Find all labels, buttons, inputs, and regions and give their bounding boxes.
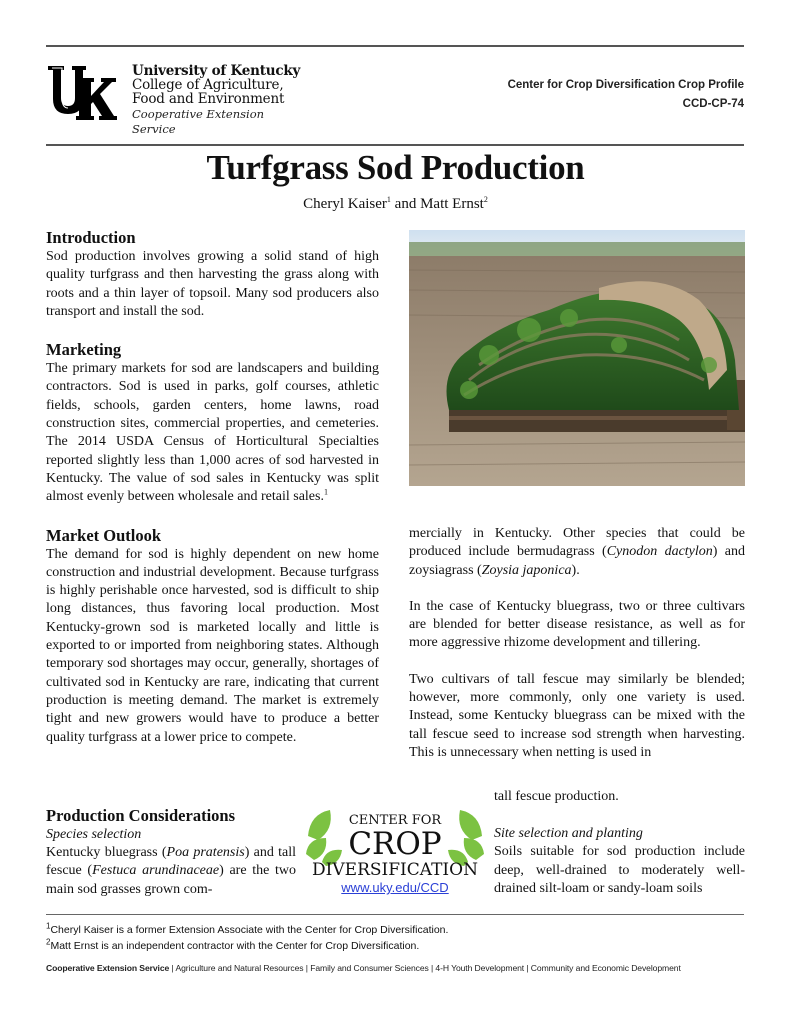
fescue-paragraph: Two cultivars of tall fescue may similarly be blended; however, more commonly, only one variety is used. Instead, some Kentucky bluegrass can be mixed with the tall fescue seed to increase sod strength when harvesting. This is unnecessary when netting is used in [409, 671, 745, 760]
species-latin-2: Festuca arundinaceae [92, 863, 220, 879]
top-rule [46, 45, 744, 47]
species-text-3: ) are the two main sod grasses grown com- [46, 863, 297, 897]
ccd-logo-line-2: CROP [348, 826, 442, 862]
header-rule [46, 144, 744, 146]
production-heading: Production Considerations [46, 806, 236, 825]
site-selection-body: Soils suitable for sod production include deep, well-drained to moderately well-drained silt-loam or sandy-loam soils [494, 844, 745, 896]
species-selection-body [46, 844, 296, 899]
right-column-lower [494, 788, 745, 898]
ccd-url-link[interactable]: www.uky.edu/CCD [341, 880, 449, 895]
institution-name [132, 64, 302, 137]
page-title: Turfgrass Sod Production [206, 148, 585, 187]
production-section [46, 806, 296, 899]
institution-line-3: Food and Environment [132, 91, 285, 107]
marketing-body [46, 360, 379, 506]
marketing-text: The primary markets for sod are landscapers and building contractors. Sod is used in parks, golf courses, athletic fields, schools, garden centers, home lawns, road construction sites, commercial properties, and cemeteries. The 2014 USDA Census of Horticultural Specialties reported slightly less than 1,000 acres of sod harvested in Kentucky. The value of sod sales in Kentucky was split almost evenly between wholesale and retail sales. [46, 361, 379, 505]
footnote-rule [46, 914, 744, 915]
species-latin-1: Poa pratensis [166, 845, 245, 860]
species-text-1: Kentucky bluegrass ( [46, 845, 167, 860]
species-selection-subheading: Species selection [46, 827, 142, 842]
fescue-paragraph-tail: tall fescue production. [494, 789, 619, 804]
profile-header [508, 76, 744, 114]
uk-logo [46, 64, 118, 122]
bottom-program-bar: Cooperative Extension Service | Agriculture and Natural Resources | Family and Consumer Sciences | 4-H Youth Development | Community and Economic Development [46, 963, 681, 973]
footnote-1 [46, 923, 448, 937]
bottom-bar-items: Agriculture and Natural Resources | Family and Consumer Sciences | 4-H Youth Development | Community and Economic Development [175, 963, 681, 973]
species-text-2: ) and tall fescue ( [46, 845, 297, 879]
footnote-2 [46, 939, 419, 953]
author-2: Matt Ernst [420, 196, 484, 212]
other-species-mid: ) and zoysiagrass ( [409, 544, 745, 578]
footnote-2-num: 2 [46, 937, 51, 947]
footnote-1-num: 1 [46, 921, 51, 931]
left-column [46, 228, 379, 747]
bottom-bar-lead: Cooperative Extension Service [46, 963, 170, 973]
marketing-footnote-ref: 1 [323, 487, 328, 497]
ccd-logo-line-1: CENTER FOR [348, 813, 442, 828]
author-1-footnote-ref: 1 [386, 195, 391, 204]
introduction-heading: Introduction [46, 228, 136, 247]
other-species-latin-1: Cynodon dactylon [606, 544, 713, 560]
extension-service-label: Cooperative Extension Service [132, 107, 265, 136]
sod-photo [409, 230, 745, 486]
other-species-end: ). [571, 562, 580, 578]
authors-conjunction: and [390, 196, 421, 212]
market-outlook-heading: Market Outlook [46, 525, 162, 545]
leaf-icon-left [306, 810, 342, 866]
authors-line [0, 196, 791, 213]
site-selection-subheading: Site selection and planting [494, 826, 643, 842]
footnote-2-text: Matt Ernst is an independent contractor with the Center for Crop Diversification. [50, 940, 420, 952]
leaf-icon-right [448, 810, 484, 866]
institution-line-1: University of Kentucky [132, 63, 301, 79]
market-outlook-body: The demand for sod is highly dependent on new home construction and industrial development. Because turfgrass is highly perishable once harvested, sod is difficult to ship long distances, thus favoring local production. Most Kentucky-grown sod is marketed locally and little is exported to or imported from neighboring states. Although temporary sod shortages may occur, generally, shortages of cultivated sod in Kentucky are rare, indicating that current production is meeting demand. The market is extremely tight and new growers would have to produce a better quality turfgrass at a lower price to compete. [46, 546, 379, 745]
institution-line-2: College of Agriculture, [132, 77, 284, 93]
other-species-text: mercially in Kentucky. Other species that could be produced include bermudagrass ( [409, 526, 745, 560]
other-species-latin-2: Zoysia japonica [481, 562, 572, 578]
profile-code: CCD-CP-74 [682, 98, 744, 110]
right-column [409, 525, 745, 762]
profile-label: Center for Crop Diversification Crop Profile [507, 79, 744, 91]
bluegrass-paragraph: In the case of Kentucky bluegrass, two or three cultivars are blended for better disease resistance, as well as for more aggressive rhizome development and tillering. [409, 598, 745, 651]
marketing-heading: Marketing [46, 340, 122, 360]
ccd-logo-line-3: DIVERSIFICATION [312, 860, 478, 880]
introduction-body: Sod production involves growing a solid stand of high quality turfgrass and then harvesting the grass along with roots and a thin layer of topsoil. Many sod producers also transport and install the sod. [46, 249, 379, 319]
other-species-paragraph [409, 525, 745, 580]
author-1: Cheryl Kaiser [303, 196, 387, 212]
footnote-1-text: Cheryl Kaiser is a former Extension Associate with the Center for Crop Diversification. [50, 924, 449, 936]
author-2-footnote-ref: 2 [483, 195, 488, 204]
